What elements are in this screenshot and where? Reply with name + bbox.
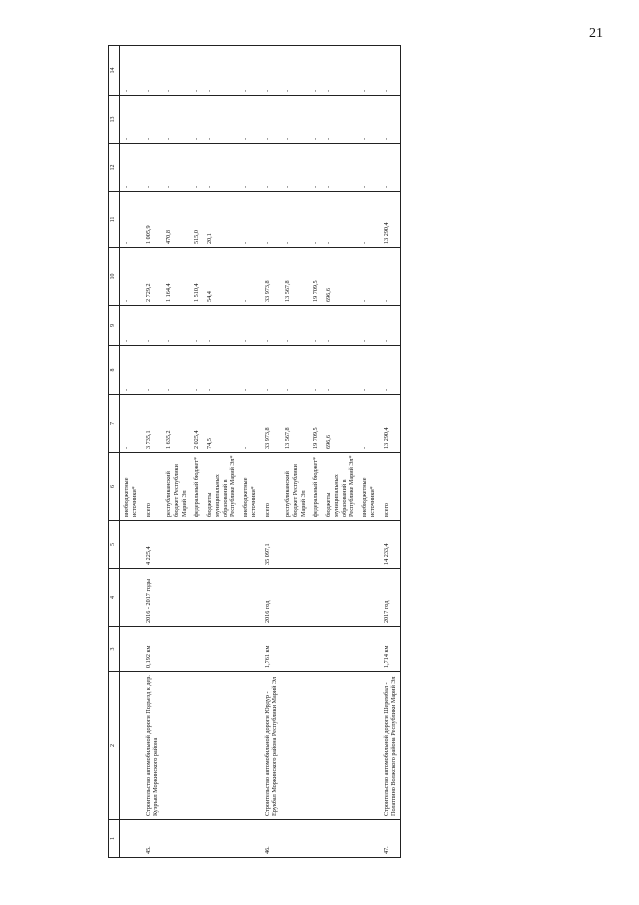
col-header-6: 6	[109, 453, 120, 521]
table-cell-col-13: -	[322, 96, 358, 144]
table-cell-col-11: -	[322, 192, 358, 248]
table-cell-col-14: -	[203, 46, 239, 96]
col-header-8: 8	[109, 346, 120, 395]
table-cell-col-5	[190, 521, 203, 569]
col-header-14: 14	[109, 46, 120, 96]
table-cell-col-2	[358, 672, 379, 820]
table-cell-col-11: -	[239, 192, 260, 248]
table-cell-col-1: 45.	[141, 820, 163, 858]
table-cell-col-8: -	[141, 346, 163, 395]
table-cell-col-4	[309, 569, 322, 627]
col-header-2: 2	[109, 672, 120, 820]
table-cell-col-5	[120, 521, 141, 569]
table-cell-col-5: 4 225,4	[141, 521, 163, 569]
table-cell-col-14: -	[260, 46, 282, 96]
table-cell-col-5	[322, 521, 358, 569]
col-header-11: 11	[109, 192, 120, 248]
table-cell-col-5	[358, 521, 379, 569]
table-cell-col-4	[239, 569, 260, 627]
table-cell-col-7: 2 025,4	[190, 395, 203, 453]
table-cell-col-8: -	[322, 346, 358, 395]
table-cell-col-7: 3 735,1	[141, 395, 163, 453]
table-cell-col-7: 13 290,4	[379, 395, 401, 453]
table-cell-col-10: -	[379, 248, 401, 306]
table-cell-col-5: 14 233,4	[379, 521, 401, 569]
table-row	[309, 46, 322, 858]
table-row	[190, 46, 203, 858]
table-cell-col-7: 696,6	[322, 395, 358, 453]
table-cell-col-2: Строительство автомобильной дороги Юрдур - Ерукбал Моркинского района Республики Марий Эл	[260, 672, 282, 820]
table-cell-col-3: 0,192 км	[141, 627, 163, 672]
table-cell-col-14: -	[141, 46, 163, 96]
table-cell-col-12: -	[379, 144, 401, 192]
table-cell-col-14: -	[190, 46, 203, 96]
table-cell-col-13: -	[260, 96, 282, 144]
table-cell-col-10: 1 510,4	[190, 248, 203, 306]
table-cell-col-9: -	[358, 306, 379, 346]
table-cell-col-7: 74,5	[203, 395, 239, 453]
table-cell-col-1	[358, 820, 379, 858]
table-cell-col-13: -	[239, 96, 260, 144]
table-cell-col-14: -	[358, 46, 379, 96]
table-cell-col-8: -	[190, 346, 203, 395]
table-cell-col-13: -	[379, 96, 401, 144]
table-cell-col-10: 54,4	[203, 248, 239, 306]
table-cell-col-9: -	[281, 306, 309, 346]
table-cell-col-9: -	[309, 306, 322, 346]
table-cell-col-6: внебюджетные источники*	[120, 453, 141, 521]
table-cell-col-5	[309, 521, 322, 569]
table-cell-col-1	[162, 820, 190, 858]
col-header-7: 7	[109, 395, 120, 453]
table-cell-col-5	[281, 521, 309, 569]
table-cell-col-12: -	[120, 144, 141, 192]
table-cell-col-7: 19 709,5	[309, 395, 322, 453]
table-cell-col-9: -	[379, 306, 401, 346]
table-cell-col-1	[239, 820, 260, 858]
table-cell-col-6: республиканский бюджет Республики Марий Эл	[281, 453, 309, 521]
table-cell-col-6: республиканский бюджет Республики Марий Эл	[162, 453, 190, 521]
table-cell-col-10: -	[120, 248, 141, 306]
budget-table	[108, 45, 401, 858]
table-cell-col-14: -	[322, 46, 358, 96]
table-cell-col-4	[203, 569, 239, 627]
table-cell-col-6: федеральный бюджет*	[190, 453, 203, 521]
table-cell-col-3	[309, 627, 322, 672]
table-cell-col-3: 1,714 км	[379, 627, 401, 672]
table-cell-col-9: -	[239, 306, 260, 346]
table-cell-col-12: -	[322, 144, 358, 192]
table-cell-col-4	[190, 569, 203, 627]
table-cell-col-11: 20,1	[203, 192, 239, 248]
table-cell-col-5	[203, 521, 239, 569]
table-cell-col-14: -	[162, 46, 190, 96]
table-cell-col-13: -	[358, 96, 379, 144]
table-cell-col-3	[239, 627, 260, 672]
table-cell-col-4: 2016 год	[260, 569, 282, 627]
table-cell-col-10: 33 973,8	[260, 248, 282, 306]
table-row	[281, 46, 309, 858]
table-row	[260, 46, 282, 858]
rotated-table-wrapper	[108, 46, 508, 858]
table-cell-col-3	[281, 627, 309, 672]
table-cell-col-2	[239, 672, 260, 820]
table-cell-col-12: -	[141, 144, 163, 192]
table-cell-col-4: 2016 - 2017 годы	[141, 569, 163, 627]
table-cell-col-11: -	[120, 192, 141, 248]
table-cell-col-10: -	[358, 248, 379, 306]
table-cell-col-6: внебюджетные источники*	[239, 453, 260, 521]
table-cell-col-4	[322, 569, 358, 627]
table-cell-col-5	[162, 521, 190, 569]
table-body	[120, 46, 401, 858]
col-header-10: 10	[109, 248, 120, 306]
table-cell-col-8: -	[281, 346, 309, 395]
table-cell-col-10: -	[239, 248, 260, 306]
table-cell-col-12: -	[203, 144, 239, 192]
table-cell-col-14: -	[239, 46, 260, 96]
table-cell-col-12: -	[190, 144, 203, 192]
table-cell-col-6: федеральный бюджет*	[309, 453, 322, 521]
table-cell-col-13: -	[190, 96, 203, 144]
table-cell-col-3: 1,761 км	[260, 627, 282, 672]
table-cell-col-5: 35 097,1	[260, 521, 282, 569]
table-cell-col-2	[120, 672, 141, 820]
col-header-12: 12	[109, 144, 120, 192]
table-cell-col-3	[190, 627, 203, 672]
table-cell-col-14: -	[281, 46, 309, 96]
table-cell-col-6: бюджеты муниципальных образований в Республике Марий Эл*	[203, 453, 239, 521]
table-cell-col-12: -	[260, 144, 282, 192]
table-cell-col-10: 13 567,8	[281, 248, 309, 306]
table-cell-col-10: 696,6	[322, 248, 358, 306]
table-row	[358, 46, 379, 858]
table-cell-col-10: 1 164,4	[162, 248, 190, 306]
table-cell-col-8: -	[260, 346, 282, 395]
table-cell-col-3	[358, 627, 379, 672]
table-cell-col-6: всего	[260, 453, 282, 521]
table-cell-col-1	[281, 820, 309, 858]
table-cell-col-9: -	[190, 306, 203, 346]
table-cell-col-1	[190, 820, 203, 858]
table-cell-col-7: -	[239, 395, 260, 453]
table-cell-col-13: -	[203, 96, 239, 144]
col-header-4: 4	[109, 569, 120, 627]
table-cell-col-9: -	[162, 306, 190, 346]
table-cell-col-1	[203, 820, 239, 858]
table-cell-col-9: -	[203, 306, 239, 346]
table-cell-col-11: 13 290,4	[379, 192, 401, 248]
table-cell-col-4	[120, 569, 141, 627]
table-cell-col-2	[281, 672, 309, 820]
col-header-1: 1	[109, 820, 120, 858]
table-cell-col-11: 1 005,9	[141, 192, 163, 248]
table-cell-col-1	[322, 820, 358, 858]
table-cell-col-13: -	[281, 96, 309, 144]
table-cell-col-11: -	[309, 192, 322, 248]
table-cell-col-10: 2 729,2	[141, 248, 163, 306]
table-cell-col-4	[358, 569, 379, 627]
table-cell-col-14: -	[379, 46, 401, 96]
table-cell-col-13: -	[309, 96, 322, 144]
table-cell-col-10: 19 709,5	[309, 248, 322, 306]
table-cell-col-3	[120, 627, 141, 672]
table-cell-col-6: всего	[141, 453, 163, 521]
table-cell-col-7: 1 635,2	[162, 395, 190, 453]
table-cell-col-9: -	[260, 306, 282, 346]
table-row	[120, 46, 141, 858]
table-cell-col-3	[162, 627, 190, 672]
table-cell-col-11: 515,0	[190, 192, 203, 248]
table-cell-col-12: -	[281, 144, 309, 192]
table-cell-col-2: Строительство автомобильной дороги Подъезд к дер. Куэръял Моркинского района	[141, 672, 163, 820]
table-cell-col-7: 13 567,8	[281, 395, 309, 453]
table-cell-col-3	[203, 627, 239, 672]
table-cell-col-7: 33 973,8	[260, 395, 282, 453]
table-cell-col-12: -	[309, 144, 322, 192]
table-cell-col-2: Строительство автомобильной дороги Шерембал - Полатпино Волжского района Республики Марий Эл	[379, 672, 401, 820]
table-cell-col-8: -	[120, 346, 141, 395]
col-header-5: 5	[109, 521, 120, 569]
table-cell-col-9: -	[120, 306, 141, 346]
table-cell-col-12: -	[162, 144, 190, 192]
table-cell-col-9: -	[141, 306, 163, 346]
table-cell-col-7: -	[120, 395, 141, 453]
table-row	[162, 46, 190, 858]
table-cell-col-6: бюджеты муниципальных образований в Республике Марий Эл*	[322, 453, 358, 521]
table-cell-col-14: -	[120, 46, 141, 96]
table-cell-col-2	[190, 672, 203, 820]
table-cell-col-11: 470,8	[162, 192, 190, 248]
table-cell-col-4	[281, 569, 309, 627]
col-header-3: 3	[109, 627, 120, 672]
table-cell-col-6: внебюджетные источники*	[358, 453, 379, 521]
table-cell-col-4	[162, 569, 190, 627]
table-cell-col-1: 46.	[260, 820, 282, 858]
table-cell-col-13: -	[120, 96, 141, 144]
table-cell-col-12: -	[239, 144, 260, 192]
table-cell-col-8: -	[358, 346, 379, 395]
table-cell-col-13: -	[162, 96, 190, 144]
table-cell-col-2	[162, 672, 190, 820]
table-cell-col-2	[309, 672, 322, 820]
header-row	[109, 46, 120, 858]
page-number: 21	[589, 26, 603, 41]
table-cell-col-8: -	[309, 346, 322, 395]
table-cell-col-11: -	[281, 192, 309, 248]
table-row	[239, 46, 260, 858]
table-cell-col-13: -	[141, 96, 163, 144]
table-cell-col-2	[203, 672, 239, 820]
table-cell-col-5	[239, 521, 260, 569]
table-cell-col-9: -	[322, 306, 358, 346]
table-cell-col-11: -	[260, 192, 282, 248]
table-cell-col-8: -	[203, 346, 239, 395]
table-cell-col-11: -	[358, 192, 379, 248]
table-cell-col-1: 47.	[379, 820, 401, 858]
table-cell-col-2	[322, 672, 358, 820]
table-cell-col-6: всего	[379, 453, 401, 521]
table-cell-col-1	[309, 820, 322, 858]
table-row	[141, 46, 163, 858]
col-header-13: 13	[109, 96, 120, 144]
col-header-9: 9	[109, 306, 120, 346]
table-cell-col-3	[322, 627, 358, 672]
table-cell-col-8: -	[239, 346, 260, 395]
table-cell-col-8: -	[162, 346, 190, 395]
table-row	[203, 46, 239, 858]
table-cell-col-7: -	[358, 395, 379, 453]
table-cell-col-14: -	[309, 46, 322, 96]
table-cell-col-12: -	[358, 144, 379, 192]
table-row	[379, 46, 401, 858]
table-cell-col-8: -	[379, 346, 401, 395]
table-cell-col-4: 2017 год	[379, 569, 401, 627]
table-row	[322, 46, 358, 858]
table-cell-col-1	[120, 820, 141, 858]
